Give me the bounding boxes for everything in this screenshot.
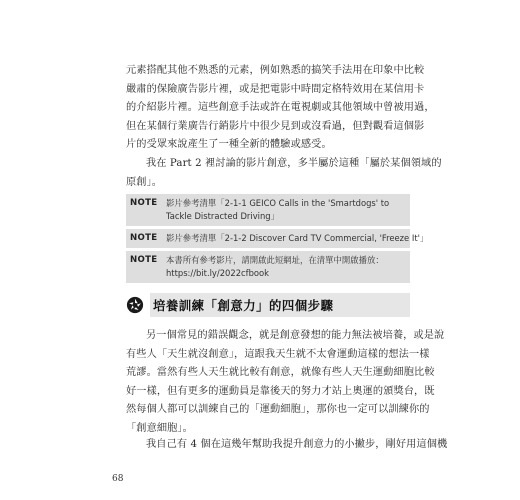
section-heading <box>126 293 410 317</box>
paragraph-line: 原創」。 <box>126 176 163 188</box>
section-title: 培養訓練「創意力」的四個步驟 <box>150 293 410 317</box>
paragraph-line: 我自己有 4 個在這幾年幫助我提升創意力的小撇步，剛好用這個機 <box>146 439 448 450</box>
paragraph-2 <box>126 155 442 192</box>
note-line: Tackle Distracted Driving」 <box>166 211 279 221</box>
paragraph-line: 另一個常見的錯誤觀念，就是創意發想的能力無法被培養，或是說 <box>146 330 445 341</box>
paragraph-line: 然每個人都可以訓練自己的「運動細胞」，那你也一定可以訓練你的 <box>126 404 430 415</box>
paragraph-line: 我在 Part 2 裡討論的影片創意，多半屬於這種「屬於某個領域的 <box>146 158 442 169</box>
aperture-icon <box>126 296 144 314</box>
note-box <box>126 229 429 248</box>
paragraph-4 <box>126 436 448 455</box>
note-tag: NOTE <box>130 233 158 243</box>
paragraph-line: 「創意細胞」。 <box>126 422 193 434</box>
page-number: 68 <box>112 474 124 484</box>
paragraph-line: 片的受眾來說產生了一種全新的體驗或感受。 <box>126 139 332 150</box>
note-list <box>126 194 429 286</box>
paragraph-line: 的介紹影片裡。這些創意手法或許在電視劇或其他領域中曾被用過， <box>126 102 435 113</box>
note-text <box>166 232 428 245</box>
paragraph-line: 但在某個行業廣告行銷影片中很少見到或沒看過，但對觀看這個影 <box>126 120 425 132</box>
note-tag: NOTE <box>130 255 158 265</box>
paragraph-line: 元素搭配其他不熟悉的元素，例如熟悉的搞笑手法用在印象中比較 <box>126 65 425 76</box>
paragraph-line: 嚴肅的保險廣告影片裡，或是把電影中時間定格特效用在某信用卡 <box>126 83 425 95</box>
paragraph-line: 荒謬。當然有些人天生就比較有創意，就像有些人天生運動細胞比較 <box>126 367 435 378</box>
note-box <box>126 194 410 226</box>
paragraph-3 <box>126 327 445 438</box>
note-line: 影片參考清單「2-1-1 GEICO Calls in the 'Smartdogs' to <box>166 198 390 208</box>
note-text <box>166 197 389 223</box>
note-url[interactable]: https://bit.ly/2022cfbook <box>166 268 269 278</box>
paragraph-1 <box>126 62 435 155</box>
paragraph-line: 有些人「天生就沒創意」，這跟我天生就不太會運動這樣的想法一樣 <box>126 348 430 360</box>
note-tag: NOTE <box>130 198 158 208</box>
note-line: 本書所有參考影片，請開啟此短網址，在清單中開啟播放： <box>166 255 384 265</box>
note-text <box>166 254 384 280</box>
note-box <box>126 251 410 283</box>
note-line: 影片參考清單「2-1-2 Discover Card TV Commercial, 'Freeze It'」 <box>166 233 429 243</box>
paragraph-line: 好一樣，但有更多的運動員是靠後天的努力才站上奧運的頒獎台，既 <box>126 385 435 397</box>
